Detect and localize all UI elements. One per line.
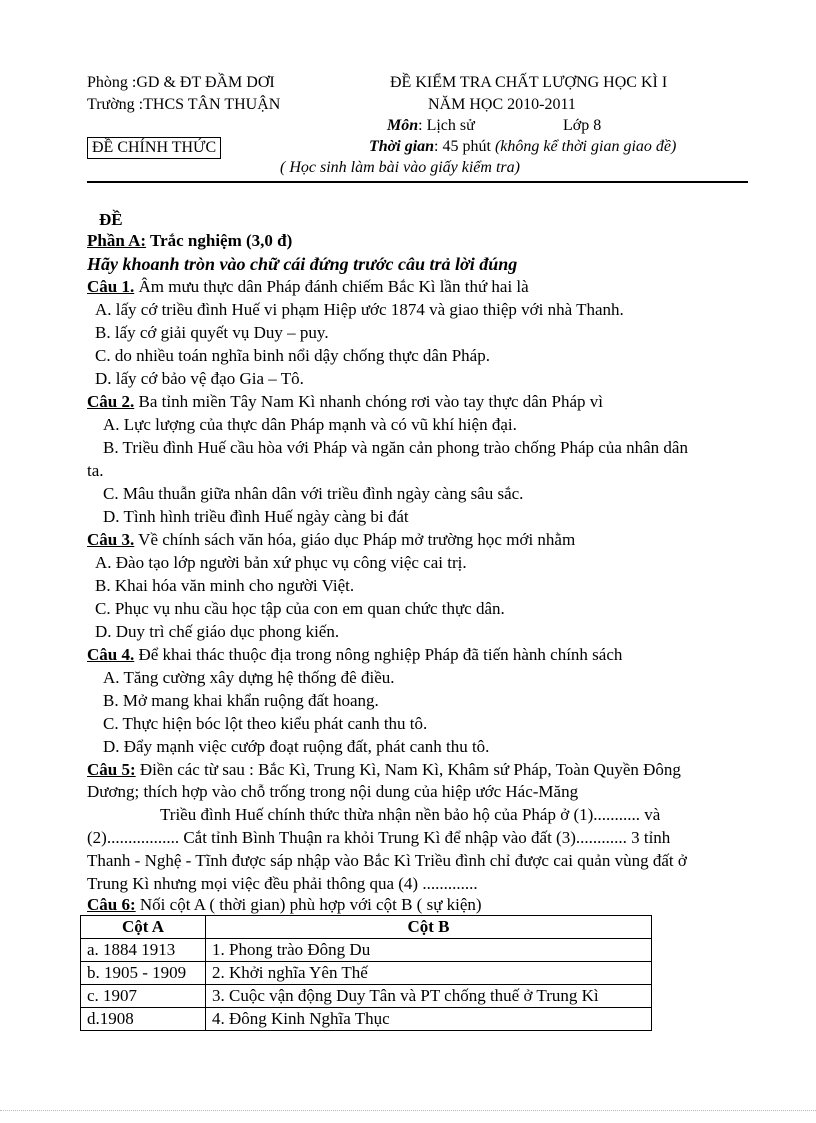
- part-a-heading: [87, 231, 292, 251]
- subject-label: Môn: [387, 117, 419, 134]
- q1-option-b: B. lấy cớ giải quyết vụ Duy – puy.: [95, 323, 329, 342]
- q2-option-d: D. Tình hình triều đình Huế ngày càng bi đát: [103, 507, 409, 526]
- q4-option-c: C. Thực hiện bóc lột theo kiểu phát canh thu tô.: [103, 714, 428, 733]
- q4-option-a: A. Tăng cường xây dựng hệ thống đê điều.: [103, 668, 395, 687]
- question-6-text: Nối cột A ( thời gian) phù hợp với cột B ( sự kiện): [135, 895, 482, 914]
- row-b-cell: 1. Phong trào Đông Du: [206, 939, 652, 962]
- row-b-cell: 3. Cuộc vận động Duy Tân và PT chống thuế ở Trung Kì: [206, 985, 652, 1008]
- row-a-cell: d.1908: [81, 1008, 206, 1031]
- grade-label: Lớp 8: [563, 117, 602, 134]
- question-6: [87, 895, 482, 915]
- row-b-cell: 4. Đông Kinh Nghĩa Thục: [206, 1008, 652, 1031]
- table-row: [81, 939, 652, 962]
- time-line: [369, 138, 676, 156]
- column-b-header: Cột B: [206, 916, 652, 939]
- question-2-label: Câu 2.: [87, 392, 135, 411]
- question-2: [87, 392, 603, 412]
- header-divider: [87, 181, 748, 183]
- part-a-label: Phần A:: [87, 231, 147, 250]
- q5-paragraph-line4: Trung Kì nhưng mọi việc đều phải thông qua (4) .............: [87, 874, 478, 893]
- q1-option-a: A. lấy cớ triều đình Huế vi phạm Hiệp ước 1874 và giao thiệp với nhà Thanh.: [95, 300, 624, 319]
- page-bottom-divider: [0, 1110, 816, 1111]
- q5-paragraph-line2: (2)................. Cắt tỉnh Bình Thuận ra khỏi Trung Kì để nhập vào đất (3)............ 3 tỉnh: [87, 828, 671, 847]
- subject-line: [387, 117, 475, 135]
- q2-option-b-cont: ta.: [87, 461, 104, 480]
- question-5-text: Điền các từ sau : Bắc Kì, Trung Kì, Nam Kì, Khâm sứ Pháp, Toàn Quyền Đông: [135, 760, 681, 779]
- question-3: [87, 530, 575, 550]
- q2-option-a: A. Lực lượng của thực dân Pháp mạnh và có vũ khí hiện đại.: [103, 415, 517, 434]
- q2-option-c: C. Mâu thuẫn giữa nhân dân với triều đình ngày càng sâu sắc.: [103, 484, 524, 503]
- question-1: [87, 277, 529, 297]
- row-b-cell: 2. Khởi nghĩa Yên Thế: [206, 962, 652, 985]
- question-3-text: Về chính sách văn hóa, giáo dục Pháp mở trường học mới nhằm: [134, 530, 576, 549]
- q3-option-b: B. Khai hóa văn minh cho người Việt.: [95, 576, 355, 595]
- part-a-instruction: Hãy khoanh tròn vào chữ cái đứng trước câu trả lời đúng: [87, 254, 518, 274]
- matching-table: [80, 915, 652, 1031]
- q2-option-b: B. Triều đình Huế cầu hòa với Pháp và ngăn cản phong trào chống Pháp của nhân dân: [103, 438, 688, 457]
- q5-paragraph-line3: Thanh - Nghệ - Tĩnh được sáp nhập vào Bắc Kì Triều đình chỉ được cai quản vùng đất ở: [87, 851, 687, 870]
- part-a-title: Trắc nghiệm (3,0 đ): [146, 231, 293, 250]
- q1-option-d: D. lấy cớ bảo vệ đạo Gia – Tô.: [95, 369, 304, 388]
- question-5-label: Câu 5:: [87, 760, 136, 779]
- question-3-label: Câu 3.: [87, 530, 135, 549]
- row-a-cell: a. 1884 1913: [81, 939, 206, 962]
- question-5-line2: Dương; thích hợp vào chỗ trống trong nội dung của hiệp ước Hác-Măng: [87, 782, 579, 801]
- time-note: (không kể thời gian giao đề): [494, 138, 677, 155]
- instruction-note: ( Học sinh làm bài vào giấy kiểm tra): [280, 159, 520, 176]
- table-header-row: [81, 916, 652, 939]
- time-value: : 45 phút: [434, 138, 491, 155]
- q4-option-d: D. Đẩy mạnh việc cướp đoạt ruộng đất, phát canh thu tô.: [103, 737, 490, 756]
- question-5: [87, 760, 681, 780]
- table-row: [81, 985, 652, 1008]
- q4-option-b: B. Mở mang khai khẩn ruộng đất hoang.: [103, 691, 379, 710]
- question-2-text: Ba tỉnh miền Tây Nam Kì nhanh chóng rơi vào tay thực dân Pháp vì: [134, 392, 604, 411]
- table-row: [81, 962, 652, 985]
- q3-option-d: D. Duy trì chế giáo dục phong kiến.: [95, 622, 340, 641]
- question-4: [87, 645, 622, 665]
- q5-paragraph-line1: Triều đình Huế chính thức thừa nhận nền bảo hộ của Pháp ở (1)........... và: [160, 805, 661, 824]
- row-a-cell: c. 1907: [81, 985, 206, 1008]
- department-label: Phòng :GD & ĐT ĐẦM DƠI: [87, 74, 275, 91]
- subject-value: : Lịch sử: [418, 117, 475, 134]
- question-4-label: Câu 4.: [87, 645, 135, 664]
- q3-option-c: C. Phục vụ nhu cầu học tập của con em quan chức thực dân.: [95, 599, 505, 618]
- exam-title: ĐỀ KIỂM TRA CHẤT LƯỢNG HỌC KÌ I: [390, 74, 668, 91]
- row-a-cell: b. 1905 - 1909: [81, 962, 206, 985]
- time-label: Thời gian: [369, 138, 435, 155]
- official-exam-box: ĐỀ CHÍNH THỨC: [87, 137, 221, 159]
- school-label: Trường :THCS TÂN THUẬN: [87, 96, 281, 113]
- column-a-header: Cột A: [81, 916, 206, 939]
- de-label: ĐỀ: [99, 210, 123, 229]
- table-row: [81, 1008, 652, 1031]
- q1-option-c: C. do nhiều toán nghĩa binh nổi dậy chống thực dân Pháp.: [95, 346, 490, 365]
- school-year: NĂM HỌC 2010-2011: [428, 96, 576, 113]
- question-1-label: Câu 1.: [87, 277, 135, 296]
- question-1-text: Âm mưu thực dân Pháp đánh chiếm Bắc Kì lần thứ hai là: [134, 277, 529, 296]
- q3-option-a: A. Đào tạo lớp người bản xứ phục vụ công việc cai trị.: [95, 553, 467, 572]
- question-4-text: Để khai thác thuộc địa trong nông nghiệp Pháp đã tiến hành chính sách: [134, 645, 623, 664]
- question-6-label: Câu 6:: [87, 895, 136, 914]
